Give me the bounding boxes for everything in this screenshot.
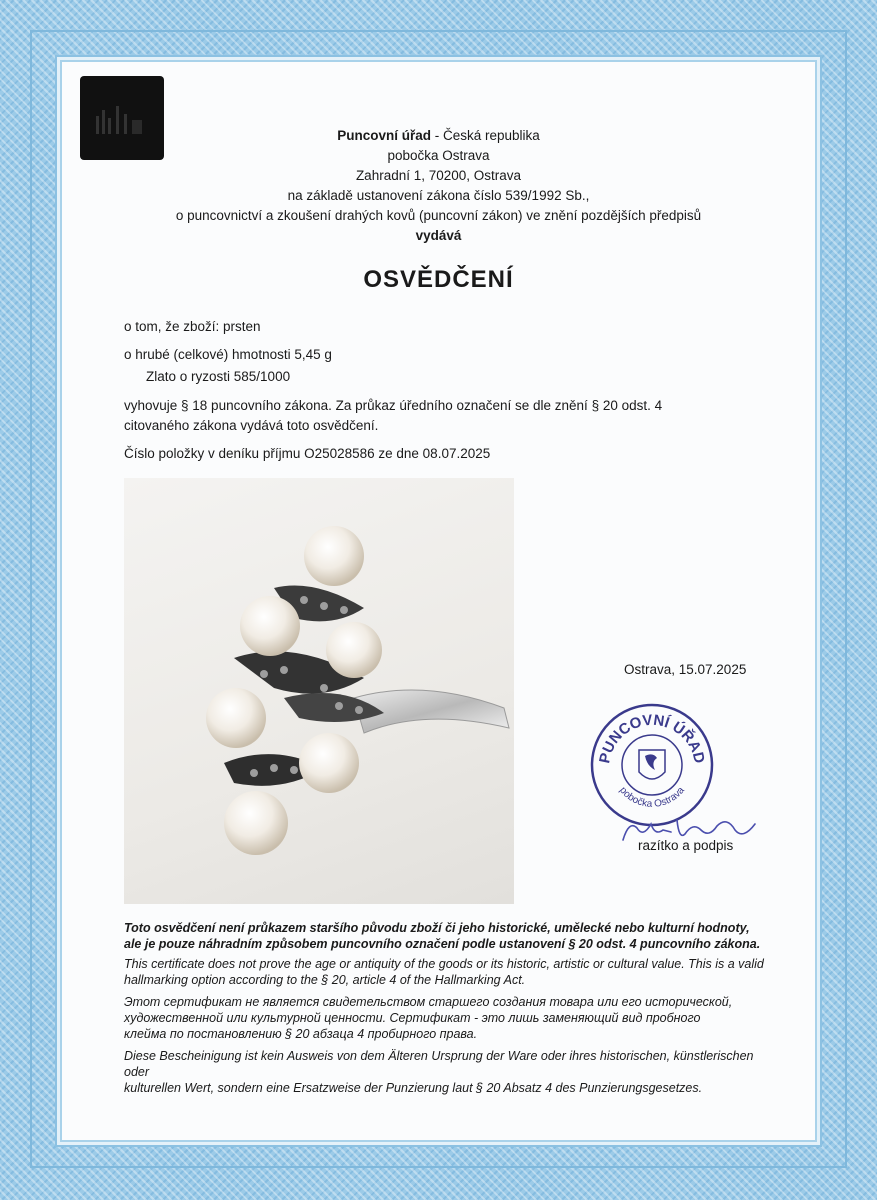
compliance-line-2: citovaného zákona vydává toto osvědčení. xyxy=(124,418,379,433)
disclaimer-de xyxy=(124,1048,764,1096)
ring-image xyxy=(124,478,514,904)
place-date: Ostrava, 15.07.2025 xyxy=(624,662,747,677)
disclaimer-ru-line-3: клейма по постановлению § 20 абзаца 4 пробирного права. xyxy=(124,1027,478,1041)
disclaimer-de-line-2: kulturellen Wert, sondern eine Ersatzweise der Punzierung laut § 20 Absatz 4 des Punzierungsgesetzes. xyxy=(124,1081,703,1095)
issuer-branch: pobočka Ostrava xyxy=(387,148,490,163)
disclaimer-cz xyxy=(124,920,764,952)
issuer-line xyxy=(0,126,877,146)
law-line-1: na základě ustanovení zákona číslo 539/1992 Sb., xyxy=(287,188,590,203)
stamp-top-text: PUNCOVNÍ ÚŘAD xyxy=(596,711,708,765)
law-line-2: o puncovnictví a zkoušení drahých kovů (puncovní zákon) ve znění pozdějších předpisů xyxy=(175,208,702,223)
issuer-address: Zahradní 1, 70200, Ostrava xyxy=(355,168,522,183)
disclaimer-en xyxy=(124,956,764,988)
certificate-title: OSVĚDČENÍ xyxy=(363,266,514,293)
compliance-line-1: vyhovuje § 18 puncovního zákona. Za průkaz úředního označení se dle znění § 20 odst. 4 xyxy=(124,398,663,413)
disclaimer-cz-line-1: Toto osvědčení není průkazem staršího původu zboží či jeho historické, umělecké nebo kulturní hodnoty, xyxy=(124,921,750,935)
stamp-bottom-text: pobočka Ostrava xyxy=(617,785,687,810)
issuer-header xyxy=(0,126,877,246)
goods-line: o tom, že zboží: prsten xyxy=(124,319,261,334)
entry-number: Číslo položky v deníku příjmu O25028586 ze dne 08.07.2025 xyxy=(124,446,491,461)
issuer-name: Puncovní úřad xyxy=(337,128,431,143)
issues-word: vydává xyxy=(415,228,462,243)
disclaimer-en-line-2: hallmarking option according to the § 20, article 4 of the Hallmarking Act. xyxy=(124,973,526,987)
issuer-country: - Česká republika xyxy=(430,128,540,143)
svg-text:pobočka Ostrava xyxy=(617,785,687,810)
fineness-line: Zlato o ryzosti 585/1000 xyxy=(146,369,291,384)
signature-label: razítko a podpis xyxy=(638,838,734,853)
weight-line: o hrubé (celkové) hmotnosti 5,45 g xyxy=(124,347,332,362)
disclaimer-ru xyxy=(124,994,764,1042)
disclaimer-en-line-1: This certificate does not prove the age or antiquity of the goods or its historic, artistic or cultural value. This is a valid xyxy=(124,957,764,971)
ring-photo xyxy=(124,478,514,904)
disclaimer-ru-line-2: художественной или культурной ценности. Сертификат - это лишь заменяющий вид пробного xyxy=(124,1011,701,1025)
disclaimer-de-line-1: Diese Bescheinigung ist kein Ausweis von dem Älteren Ursprung der Ware oder ihres historischen, künstlerischen oder xyxy=(124,1049,754,1079)
disclaimer-ru-line-1: Этот сертификат не является свидетельством старшего создания товара или его исторической, xyxy=(124,995,733,1009)
disclaimer-cz-line-2: ale je pouze náhradním způsobem puncovního označení podle ustanovení § 20 odst. 4 puncovního zákona. xyxy=(124,937,761,951)
